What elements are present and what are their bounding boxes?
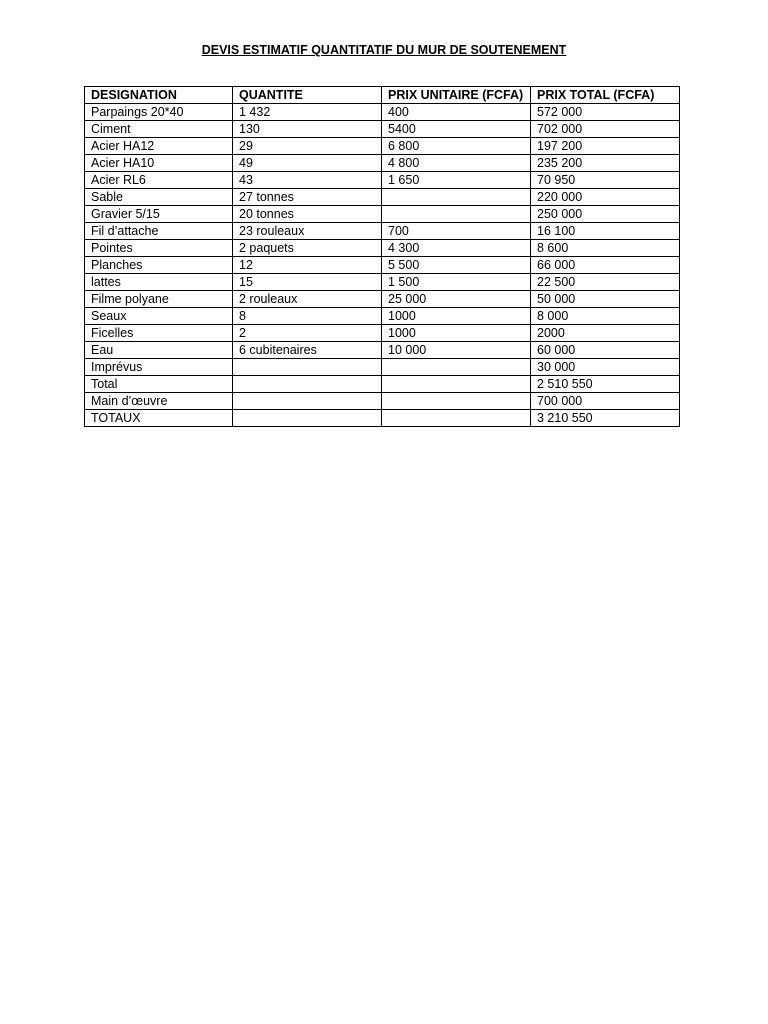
cell-quantite: 20 tonnes [233,206,382,223]
cell-quantite: 130 [233,121,382,138]
cell-prix-unitaire [382,393,531,410]
cell-prix-total: 250 000 [531,206,680,223]
cell-quantite [233,393,382,410]
cell-prix-unitaire: 4 300 [382,240,531,257]
cell-prix-unitaire [382,376,531,393]
cell-prix-unitaire: 1 500 [382,274,531,291]
table-row [85,172,680,189]
cell-designation: Sable [85,189,233,206]
cell-designation: Imprévus [85,359,233,376]
cell-prix-unitaire [382,189,531,206]
header-prix-unitaire: PRIX UNITAIRE (FCFA) [382,87,531,104]
cell-prix-total: 30 000 [531,359,680,376]
cell-designation: lattes [85,274,233,291]
table-row [85,393,680,410]
cell-prix-total: 16 100 [531,223,680,240]
table-row [85,308,680,325]
cell-designation: Eau [85,342,233,359]
table-row [85,342,680,359]
table-row [85,223,680,240]
cell-quantite: 49 [233,155,382,172]
cell-quantite: 27 tonnes [233,189,382,206]
cell-quantite [233,376,382,393]
header-quantite: QUANTITE [233,87,382,104]
cell-prix-total: 700 000 [531,393,680,410]
cell-quantite: 29 [233,138,382,155]
cell-prix-unitaire [382,359,531,376]
cell-prix-unitaire: 5400 [382,121,531,138]
cell-quantite: 15 [233,274,382,291]
cell-quantite: 2 paquets [233,240,382,257]
cell-prix-unitaire: 6 800 [382,138,531,155]
cell-prix-total: 8 600 [531,240,680,257]
cell-quantite: 6 cubitenaires [233,342,382,359]
cell-prix-total: 70 950 [531,172,680,189]
cell-prix-total: 60 000 [531,342,680,359]
cell-designation: Acier HA12 [85,138,233,155]
header-prix-total: PRIX TOTAL (FCFA) [531,87,680,104]
cell-designation: Seaux [85,308,233,325]
cell-designation: TOTAUX [85,410,233,427]
table-row [85,359,680,376]
table-row [85,138,680,155]
cell-prix-unitaire: 10 000 [382,342,531,359]
cell-designation: Acier HA10 [85,155,233,172]
cell-quantite: 12 [233,257,382,274]
cell-prix-unitaire [382,410,531,427]
table-row [85,291,680,308]
cell-prix-unitaire: 25 000 [382,291,531,308]
cell-quantite: 2 rouleaux [233,291,382,308]
cell-designation: Pointes [85,240,233,257]
cell-prix-unitaire: 1000 [382,325,531,342]
cell-prix-unitaire: 4 800 [382,155,531,172]
cell-prix-total: 2000 [531,325,680,342]
table-row [85,274,680,291]
cell-prix-total: 220 000 [531,189,680,206]
cell-prix-unitaire: 400 [382,104,531,121]
estimate-table [84,86,680,427]
cell-designation: Gravier 5/15 [85,206,233,223]
cell-prix-total: 572 000 [531,104,680,121]
cell-designation: Fil d’attache [85,223,233,240]
table-body [85,104,680,427]
table-row [85,206,680,223]
cell-designation: Main d’œuvre [85,393,233,410]
cell-prix-total: 8 000 [531,308,680,325]
cell-prix-unitaire: 1 650 [382,172,531,189]
table-row [85,257,680,274]
table-header-row [85,87,680,104]
cell-designation: Ficelles [85,325,233,342]
cell-designation: Acier RL6 [85,172,233,189]
cell-prix-total: 3 210 550 [531,410,680,427]
cell-quantite: 2 [233,325,382,342]
header-designation: DESIGNATION [85,87,233,104]
cell-prix-total: 22 500 [531,274,680,291]
cell-prix-total: 235 200 [531,155,680,172]
cell-prix-total: 66 000 [531,257,680,274]
cell-quantite [233,410,382,427]
cell-designation: Filme polyane [85,291,233,308]
document-title: DEVIS ESTIMATIF QUANTITATIF DU MUR DE SOUTENEMENT [201,43,567,57]
cell-quantite: 8 [233,308,382,325]
cell-prix-total: 2 510 550 [531,376,680,393]
cell-prix-total: 702 000 [531,121,680,138]
cell-quantite [233,359,382,376]
table-row [85,189,680,206]
cell-prix-unitaire: 1000 [382,308,531,325]
cell-designation: Planches [85,257,233,274]
cell-prix-unitaire: 5 500 [382,257,531,274]
table-row [85,325,680,342]
table-row [85,155,680,172]
cell-designation: Parpaings 20*40 [85,104,233,121]
table-row [85,121,680,138]
cell-quantite: 43 [233,172,382,189]
cell-prix-total: 50 000 [531,291,680,308]
cell-designation: Total [85,376,233,393]
table-row [85,104,680,121]
table-row [85,376,680,393]
table-row [85,410,680,427]
cell-quantite: 23 rouleaux [233,223,382,240]
cell-prix-unitaire [382,206,531,223]
cell-prix-unitaire: 700 [382,223,531,240]
table-row [85,240,680,257]
cell-prix-total: 197 200 [531,138,680,155]
cell-designation: Ciment [85,121,233,138]
cell-quantite: 1 432 [233,104,382,121]
